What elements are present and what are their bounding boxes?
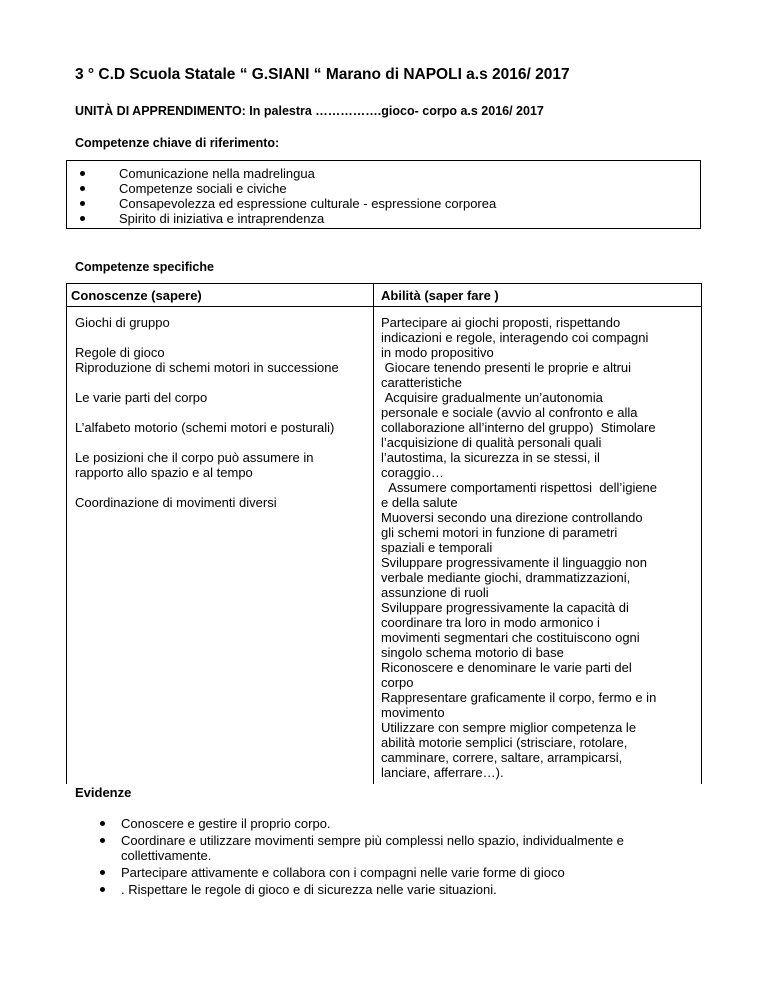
document-title: 3 ° C.D Scuola Statale “ G.SIANI “ Marano di NAPOLI a.s 2016/ 2017 bbox=[75, 66, 570, 83]
specific-competences-label: Competenze specifiche bbox=[75, 260, 214, 274]
knowledge-item: Le varie parti del corpo bbox=[75, 390, 208, 405]
list-item: Conoscere e gestire il proprio corpo. bbox=[75, 816, 715, 831]
list-item: Coordinare e utilizzare movimenti sempre più complessi nello spazio, individualmente e collettivamente. bbox=[75, 833, 715, 863]
knowledge-item: Regole di gioco bbox=[75, 345, 165, 360]
ability-line: collaborazione all’interno del gruppo) Stimolare bbox=[381, 420, 656, 435]
ability-line: Acquisire gradualmente un’autonomia bbox=[381, 390, 603, 405]
ability-line: spaziali e temporali bbox=[381, 540, 493, 555]
ability-line: Giocare tenendo presenti le proprie e altrui bbox=[381, 360, 632, 375]
ability-line: verbale mediante giochi, drammatizzazioni, bbox=[381, 570, 631, 585]
ability-line: l’autostima, la sicurezza in se stessi, il bbox=[381, 450, 600, 465]
key-competences-box bbox=[66, 160, 701, 229]
ability-line: movimenti segmentari che costituiscono ogni bbox=[381, 630, 640, 645]
ability-line: coordinare tra loro in modo armonico i bbox=[381, 615, 600, 630]
ability-line: Utilizzare con sempre miglior competenza le bbox=[381, 720, 637, 735]
key-competences-label: Competenze chiave di riferimento: bbox=[75, 136, 280, 150]
ability-line: Sviluppare progressivamente la capacità di bbox=[381, 600, 629, 615]
ability-line: Assumere comportamenti rispettosi dell’igiene bbox=[381, 480, 658, 495]
list-item: Spirito di iniziativa e intraprendenza bbox=[67, 211, 496, 226]
ability-line: Partecipare ai giochi proposti, rispettando bbox=[381, 315, 621, 330]
ability-line: assunzione di ruoli bbox=[381, 585, 489, 600]
ability-line: coraggio… bbox=[381, 465, 444, 480]
ability-line: gli schemi motori in funzione di parametri bbox=[381, 525, 618, 540]
ability-line: in modo propositivo bbox=[381, 345, 494, 360]
ability-line: movimento bbox=[381, 705, 445, 720]
list-item: Competenze sociali e civiche bbox=[67, 181, 496, 196]
ability-line: caratteristiche bbox=[381, 375, 462, 390]
ability-line: singolo schema motorio di base bbox=[381, 645, 564, 660]
table-header-divider bbox=[66, 306, 702, 307]
list-item: Comunicazione nella madrelingua bbox=[67, 166, 496, 181]
knowledge-item: L’alfabeto motorio (schemi motori e posturali) bbox=[75, 420, 335, 435]
evidence-list bbox=[75, 816, 715, 899]
knowledge-column-header: Conoscenze (sapere) bbox=[71, 288, 202, 303]
evidence-label: Evidenze bbox=[75, 785, 132, 800]
table-top-border bbox=[66, 283, 702, 284]
ability-line: abilità motorie semplici (strisciare, rotolare, bbox=[381, 735, 628, 750]
abilities-text bbox=[381, 315, 701, 780]
list-item: . Rispettare le regole di gioco e di sicurezza nelle varie situazioni. bbox=[75, 882, 715, 897]
ability-line: indicazioni e regole, interagendo coi compagni bbox=[381, 330, 649, 345]
table-column-divider bbox=[373, 283, 374, 784]
knowledge-item: Giochi di gruppo bbox=[75, 315, 170, 330]
ability-line: corpo bbox=[381, 675, 414, 690]
list-item: Partecipare attivamente e collabora con i compagni nelle varie forme di gioco bbox=[75, 865, 715, 880]
table-right-border bbox=[701, 283, 702, 784]
abilities-column-header: Abilità (saper fare ) bbox=[381, 288, 499, 303]
ability-line: personale e sociale (avvio al confronto e alla bbox=[381, 405, 638, 420]
ability-line: camminare, correre, saltare, arrampicarsi, bbox=[381, 750, 623, 765]
table-left-border bbox=[66, 283, 67, 784]
ability-line: Sviluppare progressivamente il linguaggio non bbox=[381, 555, 647, 570]
ability-line: Rappresentare graficamente il corpo, fermo e in bbox=[381, 690, 657, 705]
knowledge-item: Le posizioni che il corpo può assumere in rapporto allo spazio e al tempo bbox=[75, 450, 314, 480]
ability-line: Riconoscere e denominare le varie parti del bbox=[381, 660, 632, 675]
knowledge-item: Coordinazione di movimenti diversi bbox=[75, 495, 277, 510]
ability-line: lanciare, afferrare…). bbox=[381, 765, 504, 780]
list-item: Consapevolezza ed espressione culturale - espressione corporea bbox=[67, 196, 496, 211]
key-competences-list bbox=[67, 166, 496, 226]
ability-line: l’acquisizione di qualità personali quali bbox=[381, 435, 602, 450]
ability-line: e della salute bbox=[381, 495, 458, 510]
ability-line: Muoversi secondo una direzione controllando bbox=[381, 510, 643, 525]
knowledge-item: Riproduzione di schemi motori in successione bbox=[75, 360, 339, 375]
learning-unit-line: UNITÀ DI APPRENDIMENTO: In palestra …………….gioco- corpo a.s 2016/ 2017 bbox=[75, 104, 544, 118]
